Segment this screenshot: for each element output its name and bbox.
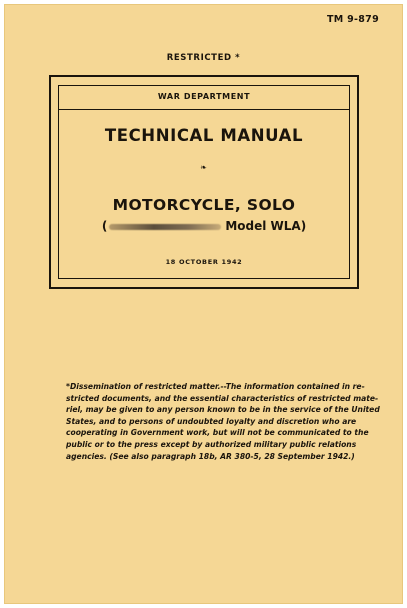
department-label: WAR DEPARTMENT <box>157 92 251 101</box>
department-divider <box>58 109 350 110</box>
notice-line: cooperating in Government work, but will not be communicated to the <box>66 428 369 438</box>
notice-line: public or to the press except by authorized military public relations <box>66 439 357 449</box>
notice-line: agencies. (See also paragraph 18b, AR 380-5, 28 September 1942.) <box>66 451 355 461</box>
model-open-paren: ( <box>101 219 108 233</box>
tm-number: TM 9-879 <box>326 14 379 25</box>
notice-line: *Dissemination of restricted matter.--The information contained in re- <box>66 382 365 391</box>
redacted-text <box>109 224 221 230</box>
ornament-icon: ❧ <box>200 163 207 172</box>
manual-subject: MOTORCYCLE, SOLO <box>112 196 296 214</box>
model-line <box>58 219 350 233</box>
notice-line: States, and to persons of undoubted loyalty and discretion who are <box>66 416 357 426</box>
publication-date: 18 OCTOBER 1942 <box>165 258 243 266</box>
notice-line: stricted documents, and the essential characteristics of restricted mate- <box>66 393 379 403</box>
manual-title: TECHNICAL MANUAL <box>104 126 304 145</box>
title-frame-inner <box>58 85 350 279</box>
model-text: Model WLA) <box>225 219 307 233</box>
classification-label: RESTRICTED * <box>166 53 241 63</box>
notice-line: riel, may be given to any person known to be in the service of the United <box>66 405 380 415</box>
dissemination-notice <box>66 381 380 462</box>
